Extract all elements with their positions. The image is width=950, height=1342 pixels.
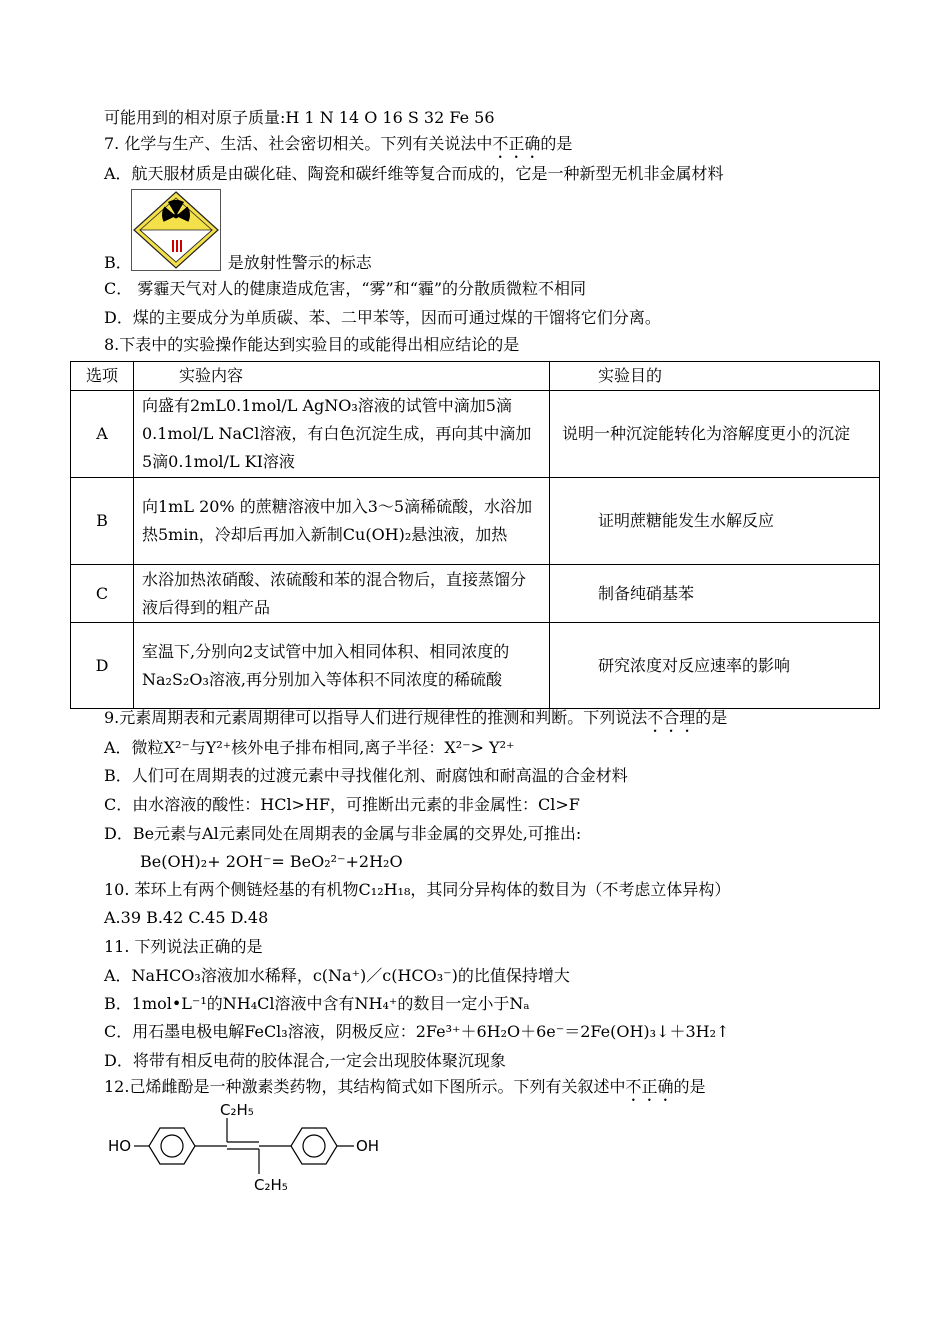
q10-stem: 10. 苯环上有两个侧链烃基的有机物C₁₂H₁₈，其同分异构体的数目为（不考虑立体异构） [104,880,731,899]
q9-option-b: B．人们可在周期表的过渡元素中寻找催化剂、耐腐蚀和耐高温的合金材料 [104,766,628,785]
q10-options: A.39 B.42 C.45 D.48 [104,908,269,927]
q11-option-b: B．1mol•L⁻¹的NH₄Cl溶液中含有NH₄⁺的数目一定小于Nₐ [104,994,530,1013]
q7-stem-pre: 7. 化学与生产、生活、社会密切相关。下列有关说法中 [104,134,493,153]
mol-ho-label: HO [108,1137,132,1155]
row-content: 水浴加热浓硝酸、浓硫酸和苯的混合物后，直接蒸馏分液后得到的粗产品 [134,565,550,623]
row-purpose: 证明蔗糖能发生水解反应 [550,478,880,565]
row-content: 室温下,分别向2支试管中加入相同体积、相同浓度的Na₂S₂O₃溶液,再分别加入等体积不同浓度的稀硫酸 [134,623,550,709]
mol-oh-label: OH [356,1137,380,1155]
q9-stem [104,707,727,736]
row-option: D [71,623,134,709]
diethylstilbestrol-structure [104,1098,404,1202]
q7-option-b [104,252,372,274]
row-content: 向盛有2mL0.1mol/L AgNO₃溶液的试管中滴加5滴0.1mol/L NaCl溶液，有白色沉淀生成，再向其中滴加5滴0.1mol/L KI溶液 [134,391,550,478]
q7-option-c: C． 雾霾天气对人的健康造成危害，“雾”和“霾”的分散质微粒不相同 [104,279,587,298]
q9-stem-emph: 不合理 [647,708,696,727]
atomic-masses: 可能用到的相对原子质量:H 1 N 14 O 16 S 32 Fe 56 [104,108,495,127]
row-option: C [71,565,134,623]
q9-stem-pre: 9.元素周期表和元素周期律可以指导人们进行规律性的推测和判断。下列说法 [104,708,648,727]
table-row [71,623,880,709]
q11-option-d: D．将带有相反电荷的胶体混合,一定会出现胶体聚沉现象 [104,1051,506,1070]
q9-option-d-equation: Be(OH)₂+ 2OH⁻= BeO₂²⁻+2H₂O [140,852,403,871]
row-option: B [71,478,134,565]
q9-option-a: A．微粒X²⁻与Y²⁺核外电子排布相同,离子半径：X²⁻> Y²⁺ [104,738,515,757]
row-purpose: 制备纯硝基苯 [550,565,880,623]
header-purpose: 实验目的 [550,362,880,391]
q12-stem-post: 的是 [673,1077,706,1096]
mol-bottom-ethyl: C₂H₅ [254,1176,288,1194]
q9-stem-post: 的是 [695,708,728,727]
table-row [71,478,880,565]
table-row [71,565,880,623]
q12-stem-emph: 不正确 [625,1077,674,1096]
mol-top-ethyl: C₂H₅ [220,1101,254,1119]
q7-option-b-text: 是放射性警示的标志 [227,253,372,272]
header-option: 选项 [71,362,134,391]
q11-option-a: A．NaHCO₃溶液加水稀释，c(Na⁺)／c(HCO₃⁻)的比值保持增大 [104,966,570,985]
row-content: 向1mL 20% 的蔗糖溶液中加入3～5滴稀硫酸，水浴加热5min，冷却后再加入新制Cu(OH)₂悬浊液，加热 [134,478,550,565]
q8-table [70,361,880,709]
row-purpose: 研究浓度对反应速率的影响 [550,623,880,709]
q8-stem: 8.下表中的实验操作能达到实验目的或能得出相应结论的是 [104,335,520,354]
table-row [71,391,880,478]
q11-option-c: C．用石墨电极电解FeCl₃溶液，阴极反应：2Fe³⁺＋6H₂O＋6e⁻＝2Fe(OH)₃↓＋3H₂↑ [104,1022,730,1041]
q11-stem: 11. 下列说法正确的是 [104,937,263,956]
row-purpose: 说明一种沉淀能转化为溶解度更小的沉淀 [550,391,880,478]
header-content: 实验内容 [134,362,550,391]
table-header-row [71,362,880,391]
q9-option-d: D．Be元素与Al元素同处在周期表的金属与非金属的交界处,可推出: [104,824,582,843]
q12-stem-pre: 12.己烯雌酚是一种激素类药物，其结构简式如下图所示。下列有关叙述中 [104,1077,626,1096]
q7-option-d: D．煤的主要成分为单质碳、苯、二甲苯等，因而可通过煤的干馏将它们分离。 [104,308,661,327]
row-option: A [71,391,134,478]
q7-stem-emph: 不正确 [492,134,541,153]
q7-stem [104,133,572,162]
q7-option-a: A．航天服材质是由碳化硅、陶瓷和碳纤维等复合而成的，它是一种新型无机非金属材料 [104,164,724,183]
q7-option-b-label: B． [104,253,132,272]
q9-option-c: C．由水溶液的酸性：HCl>HF，可推断出元素的非金属性：Cl>F [104,795,580,814]
q7-stem-post: 的是 [540,134,573,153]
